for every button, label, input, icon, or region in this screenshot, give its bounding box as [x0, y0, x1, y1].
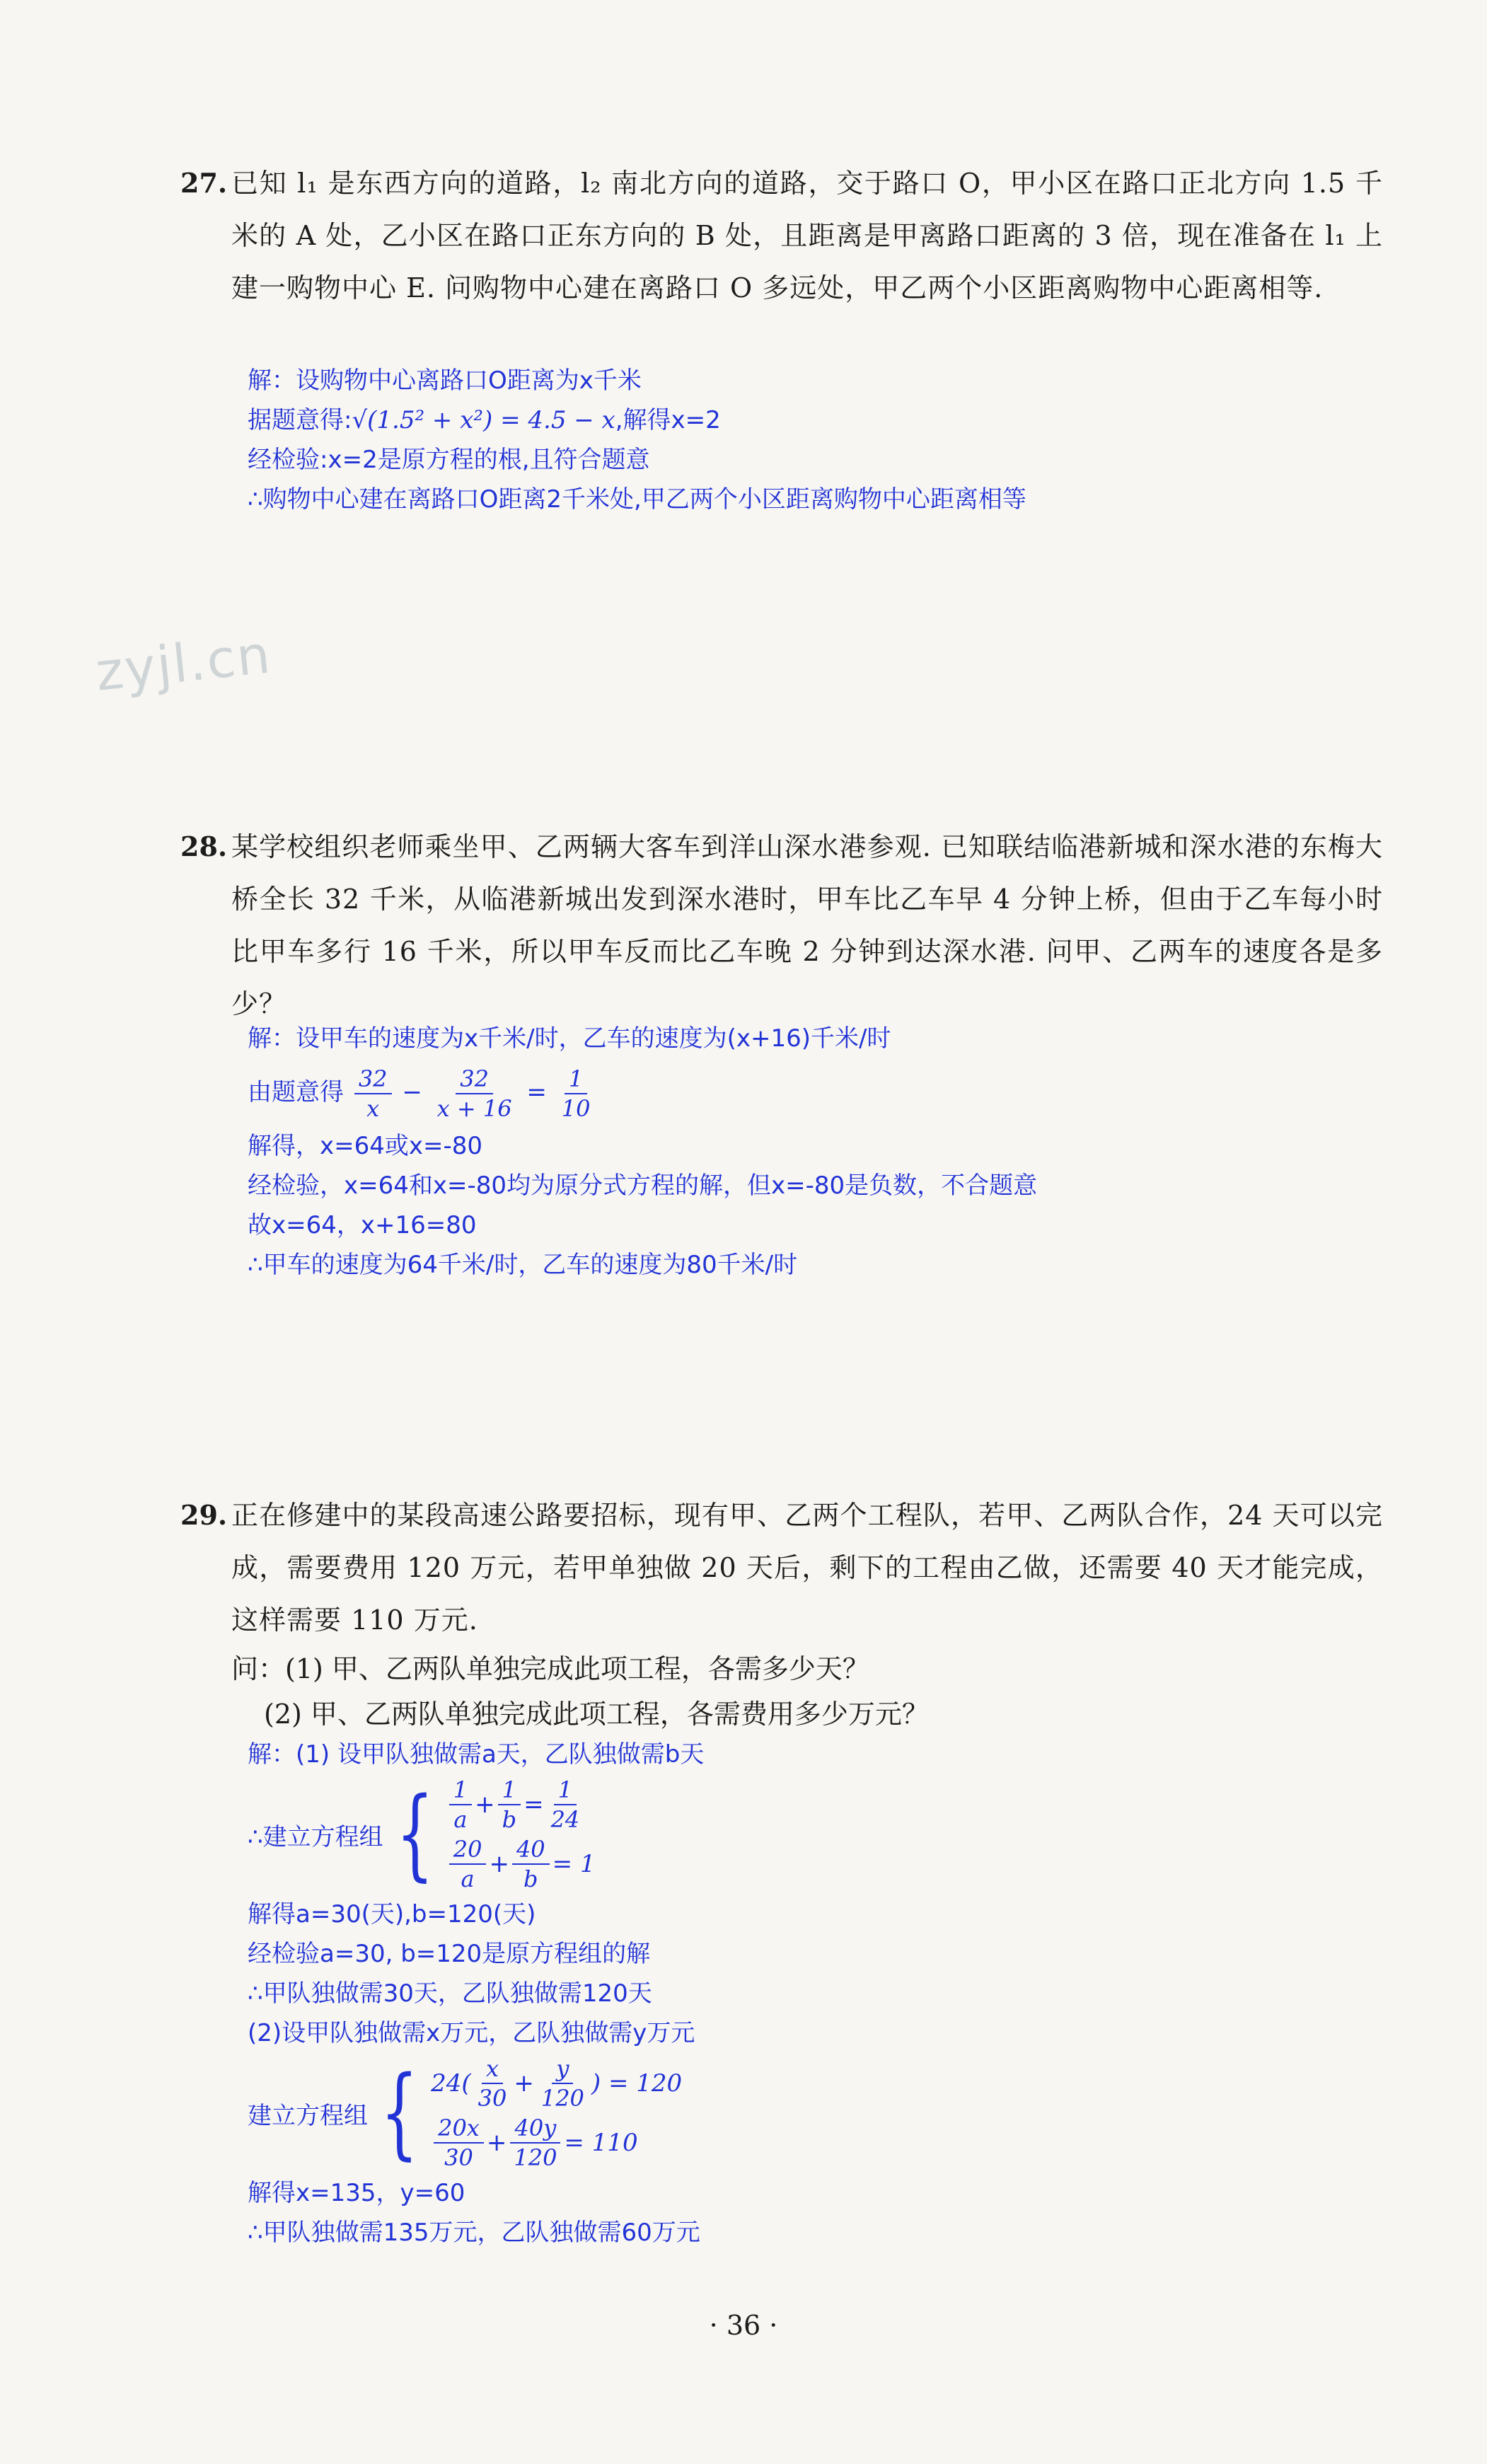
page-number: · 36 ·: [709, 2310, 778, 2341]
brace: {: [395, 1776, 434, 1892]
problem-text: 已知 l₁ 是东西方向的道路，l₂ 南北方向的道路，交于路口 O，甲小区在路口正北方向 1.5 千米的 A 处，乙小区在路口正东方向的 B 处，且距离是甲离路口距离的 3 倍，现在准备在 l₁ 上建一购物中心 E. 问购物中心建在离路口 O 多远处，甲乙两个小区距离购物中心距离相等.: [231, 168, 1383, 303]
problem-number: 29.: [180, 1499, 228, 1531]
question-1: 问：(1) 甲、乙两队单独完成此项工程，各需多少天？: [231, 1653, 869, 1684]
solution-line: 解：设甲车的速度为x千米/时，乙车的速度为(x+16)千米/时: [248, 1024, 891, 1053]
problem-number: 27.: [180, 167, 228, 199]
solution-27: [248, 361, 1026, 519]
brace: {: [380, 2055, 419, 2170]
problem-text: 正在修建中的某段高速公路要招标，现有甲、乙两个工程队，若甲、乙两队合作，24 天可以完成，需要费用 120 万元，若甲单独做 20 天后，剩下的工程由乙做，还需要 40 天才能完成，这样需要 110 万元.: [231, 1500, 1383, 1636]
solution-line: (2)设甲队独做需x万元，乙队独做需y万元: [248, 2019, 695, 2047]
solution-line: 解得，x=64或x=-80: [248, 1132, 483, 1160]
solution-line: 解：(1) 设甲队独做需a天，乙队独做需b天: [248, 1740, 705, 1769]
solution-line: 解得a=30(天),b=120(天): [248, 1900, 536, 1928]
fraction: $\frac{1}{10}$: [561, 1065, 591, 1122]
equation: $\frac{20}{a}$ + $\frac{40}{b}$ = 1: [446, 1834, 596, 1894]
equation: $\frac{1}{a}$ + $\frac{1}{b}$ = $\frac{1}{24}$: [446, 1775, 596, 1834]
watermark: zyjl.cn: [93, 624, 274, 703]
solution-line: ∴甲队独做需30天，乙队独做需120天: [248, 1979, 652, 2008]
radical-equation: √(1.5² + x²) = 4.5 − x: [352, 406, 615, 434]
equation-system-1: ∴建立方程组 { $\frac{1}{a}$ + $\frac{1}{b}$ = $\frac{1}{24}$ $\frac{20}{a}$ + $\frac{40}{b}$ = 1: [248, 1776, 596, 1892]
solution-line: 故x=64，x+16=80: [248, 1211, 477, 1239]
solution-29: [248, 1735, 704, 2252]
equation: 24( $\frac{x}{30}$ + $\frac{y}{120}$ ) = 120: [431, 2055, 683, 2112]
equation-system-2: 建立方程组 { 24( $\frac{x}{30}$ + $\frac{y}{120}$ ) = 120 $\frac{20x}{30}$ + $\frac{40y}{120}$ = 110: [248, 2055, 683, 2171]
problem-28: [180, 821, 1383, 1030]
fraction: $\frac{32}{x + 16}$: [436, 1065, 512, 1122]
solution-line: ∴甲队独做需135万元，乙队独做需60万元: [248, 2219, 700, 2247]
problem-27: [180, 157, 1383, 314]
solution-line: ∴甲车的速度为64千米/时，乙车的速度为80千米/时: [248, 1251, 798, 1279]
solution-line: ∴购物中心建在离路口O距离2千米处,甲乙两个小区距离购物中心距离相等: [248, 485, 1026, 514]
fraction-equation: 由题意得 $\frac{32}{x}$ − $\frac{32}{x + 16}$ = $\frac{1}{10}$: [248, 1058, 1037, 1126]
solution-line: 据题意得:√(1.5² + x²) = 4.5 − x,解得x=2: [248, 406, 721, 434]
equation: $\frac{20x}{30}$ + $\frac{40y}{120}$ = 110: [431, 2113, 682, 2173]
problem-number: 28.: [180, 831, 228, 862]
problem-29: [180, 1489, 1383, 1737]
solution-line: 解得x=135，y=60: [248, 2179, 465, 2207]
solution-line: 经检验，x=64和x=-80均为原分式方程的解，但x=-80是负数，不合题意: [248, 1172, 1038, 1200]
question-2: (2) 甲、乙两队单独完成此项工程，各需费用多少万元？: [264, 1699, 929, 1730]
solution-line: 经检验a=30, b=120是原方程组的解: [248, 1940, 651, 1968]
solution-28: [248, 1019, 1037, 1285]
solution-line: 解：设购物中心离路口O距离为x千米: [248, 366, 642, 395]
problem-text: 某学校组织老师乘坐甲、乙两辆大客车到洋山深水港参观. 已知联结临港新城和深水港的东梅大桥全长 32 千米，从临港新城出发到深水港时，甲车比乙车早 4 分钟上桥，但由于乙车每小时比甲车多行 16 千米，所以甲车反而比乙车晚 2 分钟到达深水港. 问甲、乙两车的速度各是多少？: [231, 831, 1383, 1019]
fraction: $\frac{32}{x}$: [354, 1065, 392, 1123]
solution-line: 经检验:x=2是原方程的根,且符合题意: [248, 446, 650, 474]
